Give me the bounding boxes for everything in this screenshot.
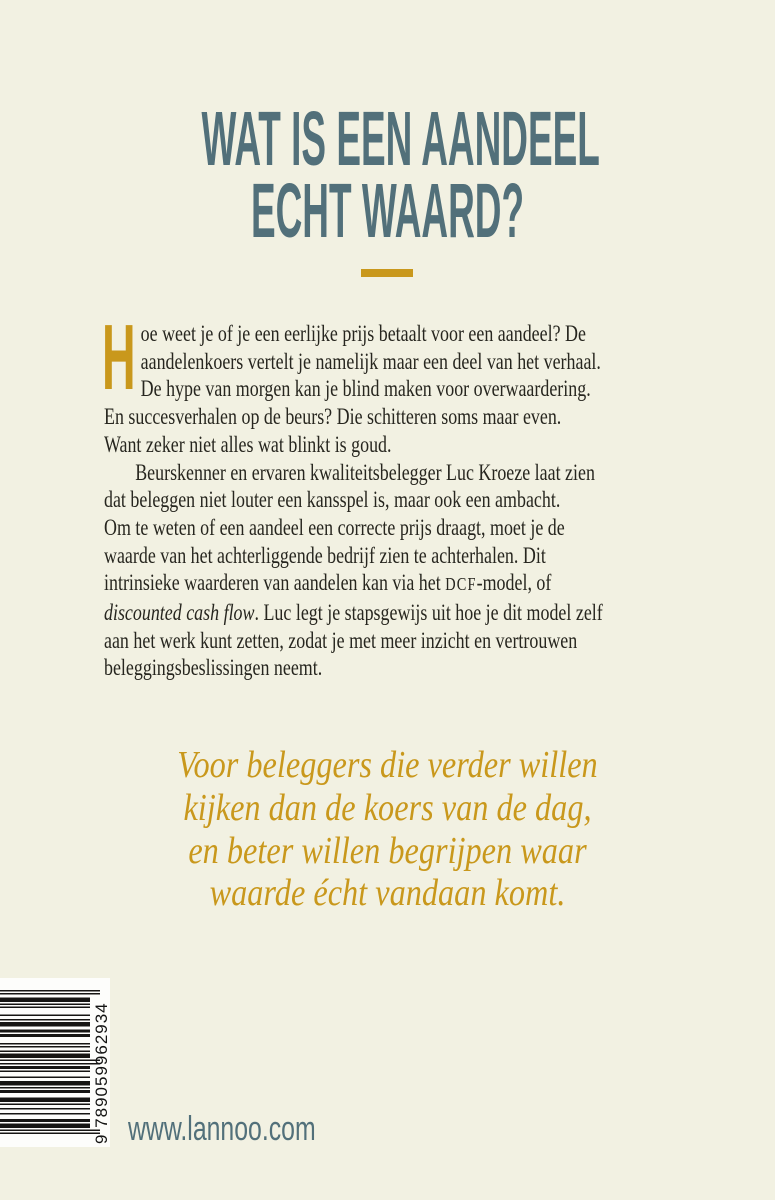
barcode bbox=[0, 978, 110, 1147]
book-title bbox=[0, 96, 775, 254]
blurb-line: Beurskenner en ervaren kwaliteitsbelegger Luc Kroeze laat zien bbox=[135, 459, 595, 485]
barcode-bars-image bbox=[0, 990, 100, 1134]
tagline bbox=[0, 744, 775, 915]
book-title-line: WAT IS EEN AANDEEL bbox=[201, 96, 600, 182]
tagline-line: en beter willen begrijpen waar bbox=[188, 829, 587, 872]
blurb-line: aandelenkoers vertelt je namelijk maar een deel van het verhaal. bbox=[140, 348, 601, 374]
publisher-website: www.lannoo.com bbox=[128, 1110, 316, 1148]
tagline-line: kijken dan de koers van de dag, bbox=[183, 786, 592, 829]
book-title-line: ECHT WAARD? bbox=[250, 168, 525, 254]
blurb-line: waarde van het achterliggende bedrijf zien te achterhalen. Dit bbox=[104, 542, 546, 568]
isbn-number: 9 789059962934 bbox=[92, 1002, 111, 1144]
tagline-line: waarde écht vandaan komt. bbox=[209, 872, 566, 915]
tagline-line: Voor beleggers die verder willen bbox=[177, 744, 598, 786]
blurb-line: De hype van morgen kan je blind maken voor overwaardering. bbox=[140, 376, 591, 402]
blurb-line: Om te weten of een aandeel een correcte prijs draagt, moet je de bbox=[104, 514, 565, 540]
blurb-line: intrinsieke waarderen van aandelen kan via het DCF-model, of bbox=[104, 570, 552, 596]
blurb-line: dat beleggen niet louter een kansspel is, maar ook een ambacht. bbox=[104, 487, 561, 513]
blurb-line: Want zeker niet alles wat blinkt is goud. bbox=[104, 431, 392, 457]
blurb-line: beleggingsbeslissingen neemt. bbox=[104, 655, 323, 681]
blurb-line: aan het werk kunt zetten, zodat je met meer inzicht en vertrouwen bbox=[104, 627, 578, 653]
blurb-line: En succesverhalen op de beurs? Die schitteren soms maar even. bbox=[104, 404, 562, 430]
blurb bbox=[102, 305, 775, 682]
gold-divider bbox=[361, 269, 413, 277]
blurb-line: oe weet je of je een eerlijke prijs betaalt voor een aandeel? De bbox=[140, 321, 586, 346]
drop-cap: H bbox=[102, 305, 136, 409]
blurb-line: discounted cash flow. Luc legt je stapsgewijs uit hoe je dit model zelf bbox=[104, 600, 603, 626]
